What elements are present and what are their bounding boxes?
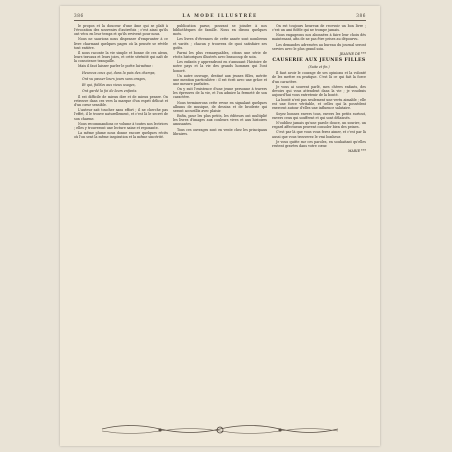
masthead-title: LA MODE ILLUSTRÉE (182, 12, 258, 18)
footer-ornament (100, 422, 340, 436)
column-1 (74, 24, 168, 416)
paragraph: C'est par là que vous vous ferez aimer, et c'est par là aussi que vous trouverez le vrai bonheur. (272, 130, 366, 139)
column-2 (173, 24, 267, 416)
paragraph: Les enfants y apprendront en s'amusant l'histoire de notre pays et la vie des grands hommes qui l'ont honoré. (173, 60, 267, 73)
text-columns (74, 24, 366, 416)
paragraph: Nous terminerons cette revue en signalant quelques albums de musique, de dessins et de broderie qui seront accueillis avec plaisir. (173, 100, 267, 113)
paragraph: Un autre ouvrage, destiné aux jeunes filles, mérite une mention particulière : il est écrit avec une grâce et une mesure parfaites. (173, 73, 267, 86)
paragraph: Nous engageons nos abonnées à faire leur choix dès maintenant, afin de ne pas être prises au dépourvu. (272, 33, 366, 42)
paragraph: Enfin, pour les plus petits, les éditeurs ont multiplié les livres d'images aux couleurs vives et aux histoires amusantes. (173, 114, 267, 127)
paragraph: Mais il faut laisser parler le poète lui-même : (78, 64, 154, 69)
paragraph: L'auteur sait toucher sans effort ; il ne cherche pas l'effet, il le trouve naturellement, et c'est là le secret de son charme. (74, 108, 168, 121)
verse-line: Ont vu passer leurs jours sans orages, (82, 76, 147, 81)
floral-ornament-icon (100, 422, 340, 436)
author-signature: MARIE *** (348, 149, 366, 154)
verse-line: Et qui, fidèles aux vieux usages, (82, 82, 136, 87)
paragraph: Les demandes adressées au bureau du journal seront servies avec le plus grand soin. (272, 42, 366, 51)
paragraph: On est toujours heureux de recevoir un bon livre ; c'est un ami fidèle qui ne trompe jamais. (272, 24, 366, 33)
section-subtitle: (Suite et fin.) (308, 65, 330, 70)
paragraph: Les livres d'étrennes de cette année sont nombreux et variés ; chacun y trouvera de quoi satisfaire ses goûts. (173, 37, 267, 50)
paragraph: Il nous raconte la vie simple et bonne de ces aïeux, leurs travaux et leurs joies, et cette sérénité qui naît de la conscience tranquille. (74, 50, 168, 64)
paragraph: N'oubliez jamais qu'une parole douce, un sourire, un regard affectueux peuvent consoler bien des peines. (272, 121, 366, 130)
paragraph: le propos et la douceur d'une âme qui se plaît à l'évocation des souvenirs d'autrefois ; c'est ainsi qu'ils ont vécu en leur temps et qu'ils revivent pour nous. (74, 24, 168, 37)
verse-line: Ont gardé la foi de leurs enfants. (82, 88, 138, 93)
paragraph: On y suit l'existence d'une jeune personne à travers les épreuves de la vie, et l'on admire la fermeté de son caractère. (173, 87, 267, 100)
paragraph: Tous ces ouvrages sont en vente chez les principaux libraires. (173, 127, 267, 136)
verse-line: Heureux ceux qui, dans la paix des champs, (82, 70, 156, 75)
paragraph: Il faut avoir le courage de ses opinions et la volonté de les mettre en pratique. C'est là ce qui fait la force d'un caractère. (272, 71, 366, 84)
paragraph: La même plume nous donne encore quelques récits où l'on sent la même inspiration et la même sincérité. (74, 131, 168, 140)
section-title: CAUSERIE AUX JEUNES FILLES (272, 58, 366, 64)
paragraph: publication parue, pouvant se joindre à nos bibliothèques de famille. Nous en dirons quelques mots. (173, 24, 267, 37)
paragraph: Soyez bonnes envers tous, envers les petits surtout, envers ceux qui souffrent et qui sont délaissés. (272, 111, 366, 120)
paragraph: Je vous ai souvent parlé, mes chères enfants, des devoirs qui vous attendent dans la vie ; je voudrais aujourd'hui vous entretenir de la bonté. (272, 84, 366, 97)
magazine-page (60, 6, 380, 446)
paragraph: Je vous quitte sur ces paroles, en souhaitant qu'elles restent gravées dans votre cœur. (272, 139, 366, 148)
paragraph: Nous recommandons ce volume à toutes nos lectrices ; elles y trouveront une lecture saine et reposante. (74, 121, 168, 130)
page-number-right: 386 (356, 12, 366, 18)
paragraph: La bonté n'est pas seulement une vertu aimable ; elle est une force véritable, et celles qui la possèdent exercent autour d'elles une influence salutaire. (272, 98, 366, 111)
page-header (74, 10, 366, 21)
paragraph: Il est difficile de mieux dire et de mieux penser. On retrouve dans ces vers la marque d'un esprit délicat et d'un cœur sensible. (74, 94, 168, 108)
author-signature: JEANNE DE *** (339, 52, 366, 57)
paragraph: Nous ne saurions nous dispenser d'emprunter à ce livre charmant quelques pages où la pensée se révèle tout entière. (74, 37, 168, 50)
paragraph: Parmi les plus remarquables, citons une série de récits historiques illustrés avec beaucoup de soin. (173, 50, 267, 60)
column-3 (272, 24, 366, 416)
page-number-left: 386 (74, 12, 84, 18)
